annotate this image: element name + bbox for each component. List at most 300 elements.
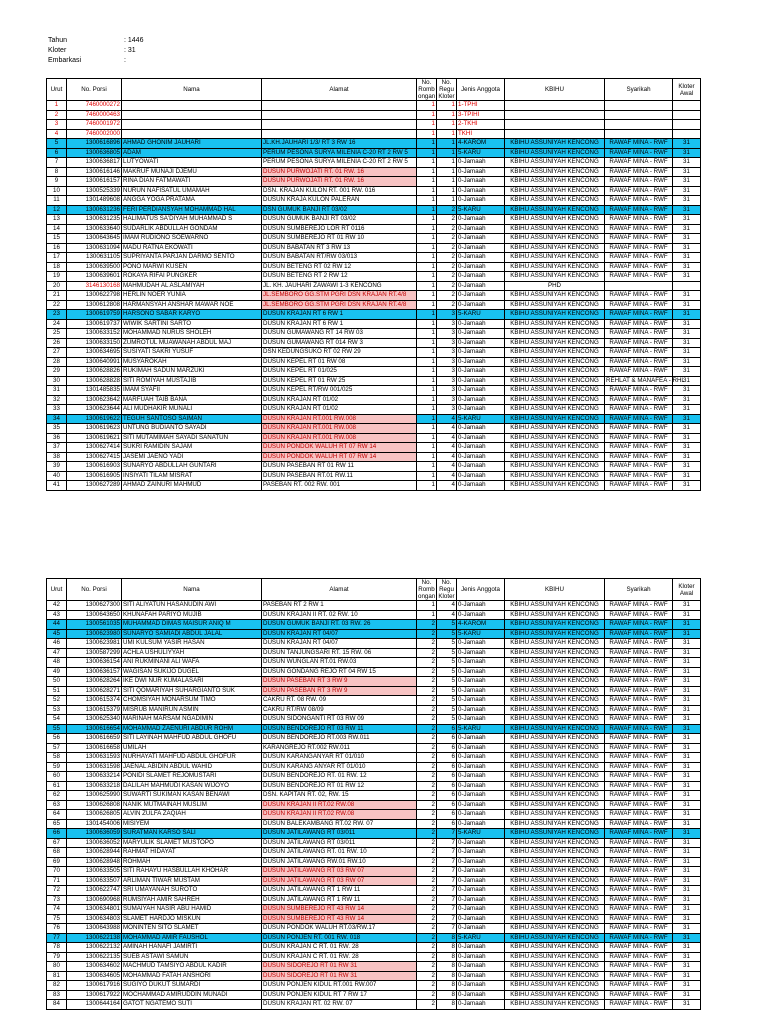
- cell-urut: 62: [47, 791, 67, 801]
- cell-rombongan: 2: [417, 933, 437, 943]
- cell-porsi: 1300615379: [67, 705, 122, 715]
- cell-kloter-awal: 31: [673, 895, 701, 905]
- cell-kbihu: KBIHU ASSUNIYAH KENCONG: [505, 715, 605, 725]
- table-row: [47, 990, 701, 1000]
- cell-urut: 6: [47, 148, 67, 158]
- table-body: [47, 601, 701, 1010]
- cell-kbihu: KBIHU ASSUNIYAH KENCONG: [505, 686, 605, 696]
- table-row: [47, 281, 701, 291]
- cell-rombongan: 2: [417, 677, 437, 687]
- cell-jenis-anggota: 0-Jamaah: [457, 943, 505, 953]
- cell-urut: 37: [47, 443, 67, 453]
- cell-syarikah: RAWAF MINA - RWF: [605, 167, 673, 177]
- cell-nama: SUEB ASTAWI SAMUN: [122, 952, 262, 962]
- cell-urut: 16: [47, 243, 67, 253]
- col-header: Alamat: [262, 579, 417, 601]
- cell-nama: NURHAYATI MAHFUD ABDUL GHOFUR: [122, 753, 262, 763]
- cell-kbihu: KBIHU ASSUNIYAH KENCONG: [505, 348, 605, 358]
- cell-kbihu: KBIHU ASSUNIYAH KENCONG: [505, 424, 605, 434]
- cell-kbihu: KBIHU ASSUNIYAH KENCONG: [505, 367, 605, 377]
- cell-jenis-anggota: 0-Jamaah: [457, 886, 505, 896]
- cell-syarikah: RAWAF MINA - RWF: [605, 677, 673, 687]
- cell-alamat: DUSUN BENDOREJO RT 01 RW 12: [262, 781, 417, 791]
- cell-kbihu: KBIHU ASSUNIYAH KENCONG: [505, 971, 605, 981]
- cell-rombongan: 2: [417, 876, 437, 886]
- cell-alamat: DUSUN JATILAWANG RT. 01 RW. 10: [262, 848, 417, 858]
- cell-jenis-anggota: 0-Jamaah: [457, 262, 505, 272]
- cell-regu: 2: [437, 272, 457, 282]
- table-row: [47, 686, 701, 696]
- cell-regu: 6: [437, 743, 457, 753]
- cell-nama: MISIYEM: [122, 819, 262, 829]
- cell-syarikah: RAWAF MINA - RWF: [605, 205, 673, 215]
- cell-kloter-awal: 31: [673, 262, 701, 272]
- cell-nama: SUSIYATI SAKRI YUSUF: [122, 348, 262, 358]
- cell-jenis-anggota: 0-Jamaah: [457, 433, 505, 443]
- table-row: [47, 620, 701, 630]
- cell-rombongan: 1: [417, 148, 437, 158]
- cell-nama: ZUMROTUL MUAWANAH ABDUL MAJ: [122, 338, 262, 348]
- cell-regu: 4: [437, 481, 457, 491]
- cell-rombongan: 2: [417, 810, 437, 820]
- cell-syarikah: RAWAF MINA - RWF: [605, 310, 673, 320]
- table-row: [47, 376, 701, 386]
- cell-urut: 8: [47, 167, 67, 177]
- cell-alamat: DUSUN WUNGLAN RT.01 RW.03: [262, 658, 417, 668]
- cell-syarikah: RAWAF MINA - RWF: [605, 462, 673, 472]
- cell-kbihu: KBIHU ASSUNIYAH KENCONG: [505, 234, 605, 244]
- cell-syarikah: RAWAF MINA - RWF: [605, 886, 673, 896]
- cell-alamat: DUSUN PASEBAN RT 3 RW 9: [262, 677, 417, 687]
- cell-kbihu: KBIHU ASSUNIYAH KENCONG: [505, 667, 605, 677]
- col-header: Jenis Anggota: [457, 79, 505, 101]
- cell-rombongan: 1: [417, 310, 437, 320]
- cell-rombongan: 2: [417, 743, 437, 753]
- cell-syarikah: RAWAF MINA - RWF: [605, 148, 673, 158]
- cell-syarikah: RAWAF MINA - RWF: [605, 338, 673, 348]
- cell-syarikah: RAWAF MINA - RWF: [605, 686, 673, 696]
- cell-rombongan: 2: [417, 952, 437, 962]
- cell-kbihu: KBIHU ASSUNIYAH KENCONG: [505, 648, 605, 658]
- cell-regu: 1: [437, 158, 457, 168]
- cell-regu: 3: [437, 348, 457, 358]
- cell-urut: 21: [47, 291, 67, 301]
- cell-rombongan: 2: [417, 981, 437, 991]
- cell-kloter-awal: 31: [673, 924, 701, 934]
- cell-jenis-anggota: 0-Jamaah: [457, 791, 505, 801]
- cell-jenis-anggota: 0-Jamaah: [457, 405, 505, 415]
- cell-nama: ACHLA USHULIYYAH: [122, 648, 262, 658]
- cell-syarikah: [605, 101, 673, 111]
- cell-jenis-anggota: 0-Jamaah: [457, 772, 505, 782]
- cell-porsi: 1300622798: [67, 291, 122, 301]
- cell-kbihu: KBIHU ASSUNIYAH KENCONG: [505, 481, 605, 491]
- table-row: [47, 234, 701, 244]
- cell-kloter-awal: 31: [673, 734, 701, 744]
- table-row: [47, 177, 701, 187]
- cell-regu: 6: [437, 734, 457, 744]
- cell-alamat: DUSUN GUMUK BANJI RT. 03 RW. 26: [262, 620, 417, 630]
- cell-regu: 3: [437, 395, 457, 405]
- cell-syarikah: RAWAF MINA - RWF: [605, 433, 673, 443]
- meta-value: : 31: [124, 47, 136, 54]
- col-header: Syarikah: [605, 579, 673, 601]
- cell-urut: 42: [47, 601, 67, 611]
- cell-alamat: DUSUN GUMAWANG RT 14 RW 03: [262, 329, 417, 339]
- cell-regu: 4: [437, 414, 457, 424]
- table-row: [47, 781, 701, 791]
- cell-nama: SLAMET HARDJO MISKUN: [122, 914, 262, 924]
- cell-syarikah: RAWAF MINA - RWF: [605, 857, 673, 867]
- cell-regu: 8: [437, 990, 457, 1000]
- cell-urut: 5: [47, 139, 67, 149]
- cell-regu: 3: [437, 386, 457, 396]
- cell-urut: 1: [47, 101, 67, 111]
- cell-regu: 6: [437, 810, 457, 820]
- cell-regu: 3: [437, 367, 457, 377]
- cell-nama: HARSONO SABAR KARYO: [122, 310, 262, 320]
- cell-nama: RUMSIYAH AMIR SAHREH: [122, 895, 262, 905]
- cell-syarikah: RAWAF MINA - RWF: [605, 962, 673, 972]
- cell-urut: 27: [47, 348, 67, 358]
- table-row: [47, 471, 701, 481]
- cell-urut: 51: [47, 686, 67, 696]
- cell-nama: ANGGA YOGA PRATAMA: [122, 196, 262, 206]
- table-row: [47, 791, 701, 801]
- cell-urut: 28: [47, 357, 67, 367]
- cell-kloter-awal: 31: [673, 338, 701, 348]
- cell-nama: SUNARYO SAMIADI ABDUL JALAL: [122, 629, 262, 639]
- cell-rombongan: 1: [417, 338, 437, 348]
- cell-regu: 5: [437, 696, 457, 706]
- cell-kloter-awal: 31: [673, 243, 701, 253]
- cell-syarikah: RAWAF MINA - RWF: [605, 724, 673, 734]
- cell-jenis-anggota: 5-KARU: [457, 829, 505, 839]
- cell-syarikah: RAWAF MINA - RWF: [605, 715, 673, 725]
- cell-jenis-anggota: 0-Jamaah: [457, 215, 505, 225]
- cell-alamat: DUSUN BETENG RT 2 RW 12: [262, 272, 417, 282]
- cell-jenis-anggota: 0-Jamaah: [457, 905, 505, 915]
- cell-syarikah: RAWAF MINA - RWF: [605, 667, 673, 677]
- cell-porsi: 1300627289: [67, 481, 122, 491]
- cell-kbihu: KBIHU ASSUNIYAH KENCONG: [505, 462, 605, 472]
- cell-kbihu: KBIHU ASSUNIYAH KENCONG: [505, 167, 605, 177]
- cell-rombongan: 1: [417, 281, 437, 291]
- table-row: [47, 167, 701, 177]
- cell-jenis-anggota: 0-Jamaah: [457, 338, 505, 348]
- cell-urut: 73: [47, 895, 67, 905]
- cell-regu: 7: [437, 838, 457, 848]
- cell-syarikah: RAWAF MINA - RWF: [605, 952, 673, 962]
- cell-jenis-anggota: 5-KARU: [457, 629, 505, 639]
- cell-kloter-awal: 31: [673, 300, 701, 310]
- cell-porsi: 1300633218: [67, 781, 122, 791]
- cell-kloter-awal: 31: [673, 291, 701, 301]
- cell-nama: SITI MUTAMIMAH SAYADI SANATUN: [122, 433, 262, 443]
- cell-kbihu: KBIHU ASSUNIYAH KENCONG: [505, 414, 605, 424]
- cell-kbihu: KBIHU ASSUNIYAH KENCONG: [505, 186, 605, 196]
- cell-regu: 1: [437, 186, 457, 196]
- cell-syarikah: RAWAF MINA - RWF: [605, 414, 673, 424]
- cell-urut: 66: [47, 829, 67, 839]
- table-row: [47, 1000, 701, 1010]
- cell-rombongan: 1: [417, 120, 437, 130]
- cell-alamat: DUSUN PONJEN KIDUL RT 7 RW 17: [262, 990, 417, 1000]
- cell-urut: 2: [47, 110, 67, 120]
- cell-alamat: DUSUN KRAJAN RT 01/02: [262, 395, 417, 405]
- cell-kbihu: KBIHU ASSUNIYAH KENCONG: [505, 819, 605, 829]
- cell-alamat: DUSUN BENDOREJO RT 03 RW 11: [262, 724, 417, 734]
- cell-syarikah: RAWAF MINA - RWF: [605, 424, 673, 434]
- cell-regu: 5: [437, 705, 457, 715]
- cell-rombongan: 2: [417, 895, 437, 905]
- cell-regu: 5: [437, 629, 457, 639]
- cell-syarikah: RAWAF MINA - RWF: [605, 658, 673, 668]
- cell-porsi: 1300622132: [67, 943, 122, 953]
- cell-porsi: 1300639500: [67, 262, 122, 272]
- cell-syarikah: RAWAF MINA - RWF: [605, 601, 673, 611]
- cell-regu: 2: [437, 300, 457, 310]
- cell-rombongan: 1: [417, 319, 437, 329]
- cell-urut: 25: [47, 329, 67, 339]
- cell-kbihu: KBIHU ASSUNIYAH KENCONG: [505, 696, 605, 706]
- cell-alamat: DUSUN KEPEL RT 01/025: [262, 367, 417, 377]
- cell-syarikah: RAWAF MINA - RWF: [605, 224, 673, 234]
- cell-nama: HERLIN NOER YUNIA: [122, 291, 262, 301]
- cell-alamat: DUSUN SUMBEREJO RT 01 RW 10: [262, 234, 417, 244]
- table-row: [47, 772, 701, 782]
- cell-jenis-anggota: 0-Jamaah: [457, 639, 505, 649]
- cell-kloter-awal: 31: [673, 186, 701, 196]
- cell-nama: DALILAH MAHMUDI KASAN WIJOYO: [122, 781, 262, 791]
- cell-rombongan: 2: [417, 629, 437, 639]
- meta-row-kloter: [48, 46, 184, 56]
- cell-rombongan: 1: [417, 158, 437, 168]
- cell-jenis-anggota: 0-Jamaah: [457, 196, 505, 206]
- cell-kbihu: KBIHU ASSUNIYAH KENCONG: [505, 433, 605, 443]
- cell-alamat: DUSUN KEPEL RT 01 RW 08: [262, 357, 417, 367]
- cell-nama: TEGUH SANTOSO SAIMAN: [122, 414, 262, 424]
- cell-regu: 4: [437, 424, 457, 434]
- cell-kbihu: KBIHU ASSUNIYAH KENCONG: [505, 148, 605, 158]
- cell-kbihu: KBIHU ASSUNIYAH KENCONG: [505, 262, 605, 272]
- cell-regu: 5: [437, 648, 457, 658]
- cell-porsi: 1300636052: [67, 838, 122, 848]
- cell-nama: RAHMAT HIDAYAT: [122, 848, 262, 858]
- col-header: No. Porsi: [67, 79, 122, 101]
- cell-kloter-awal: 31: [673, 158, 701, 168]
- cell-kbihu: KBIHU ASSUNIYAH KENCONG: [505, 376, 605, 386]
- cell-rombongan: 2: [417, 819, 437, 829]
- cell-kloter-awal: 31: [673, 952, 701, 962]
- cell-jenis-anggota: 0-Jamaah: [457, 800, 505, 810]
- cell-urut: 12: [47, 205, 67, 215]
- cell-jenis-anggota: 0-Jamaah: [457, 705, 505, 715]
- cell-kloter-awal: 31: [673, 800, 701, 810]
- cell-porsi: 1300633640: [67, 224, 122, 234]
- cell-kbihu: PHD: [505, 281, 605, 291]
- cell-alamat: DUSUN PONDOK WALUH RT.03/RW.17: [262, 924, 417, 934]
- cell-syarikah: RAWAF MINA - RWF: [605, 876, 673, 886]
- cell-jenis-anggota: 0-Jamaah: [457, 376, 505, 386]
- cell-jenis-anggota: 0-Jamaah: [457, 452, 505, 462]
- cell-kbihu: KBIHU ASSUNIYAH KENCONG: [505, 620, 605, 630]
- cell-porsi: 1300634602: [67, 962, 122, 972]
- table-row: [47, 629, 701, 639]
- cell-kloter-awal: 31: [673, 791, 701, 801]
- cell-urut: 13: [47, 215, 67, 225]
- cell-syarikah: RAWAF MINA - RWF: [605, 705, 673, 715]
- cell-syarikah: RAWAF MINA - RWF: [605, 452, 673, 462]
- cell-kloter-awal: 31: [673, 772, 701, 782]
- table-body: [47, 101, 701, 491]
- cell-rombongan: 2: [417, 990, 437, 1000]
- cell-alamat: DUSUN KRAJAN II RT.02 RW.08: [262, 810, 417, 820]
- cell-jenis-anggota: 0-Jamaah: [457, 610, 505, 620]
- cell-porsi: 1300644164: [67, 1000, 122, 1010]
- cell-regu: 5: [437, 677, 457, 687]
- cell-regu: 7: [437, 886, 457, 896]
- cell-regu: 4: [437, 452, 457, 462]
- cell-porsi: 1300690968: [67, 895, 122, 905]
- cell-kbihu: KBIHU ASSUNIYAH KENCONG: [505, 962, 605, 972]
- cell-urut: 19: [47, 272, 67, 282]
- cell-kloter-awal: 31: [673, 376, 701, 386]
- cell-kloter-awal: 31: [673, 715, 701, 725]
- cell-regu: 7: [437, 914, 457, 924]
- cell-kbihu: KBIHU ASSUNIYAH KENCONG: [505, 452, 605, 462]
- cell-jenis-anggota: 0-Jamaah: [457, 224, 505, 234]
- cell-nama: ARLIMAN TIWAR MUSTAM: [122, 876, 262, 886]
- cell-regu: 1: [437, 129, 457, 139]
- cell-syarikah: RAWAF MINA - RWF: [605, 158, 673, 168]
- cell-porsi: 1300627414: [67, 443, 122, 453]
- cell-nama: [122, 129, 262, 139]
- cell-alamat: DSN GUMUK BANJI RT 03/02: [262, 205, 417, 215]
- cell-rombongan: 1: [417, 291, 437, 301]
- cell-syarikah: RAWAF MINA - RWF: [605, 139, 673, 149]
- cell-nama: MARFUAH TAIB BANA: [122, 395, 262, 405]
- cell-porsi: 1300525339: [67, 186, 122, 196]
- cell-nama: RUKIMAH SADUN MARZUKI: [122, 367, 262, 377]
- table-row: [47, 819, 701, 829]
- cell-regu: 6: [437, 800, 457, 810]
- cell-syarikah: RAWAF MINA - RWF: [605, 186, 673, 196]
- cell-urut: 58: [47, 753, 67, 763]
- cell-rombongan: 1: [417, 253, 437, 263]
- cell-jenis-anggota: 1-TPHI: [457, 101, 505, 111]
- cell-nama: SUNARYO ABDULLAH GUNTARI: [122, 462, 262, 472]
- table-row: [47, 129, 701, 139]
- cell-alamat: DUSUN PURWOJATI RT. 01 RW. 16: [262, 167, 417, 177]
- cell-syarikah: [605, 281, 673, 291]
- cell-nama: SITI RAHAYU HASBULLAH KHOHAR: [122, 867, 262, 877]
- cell-kloter-awal: 31: [673, 462, 701, 472]
- cell-kloter-awal: 31: [673, 620, 701, 630]
- col-header: No. Regu Kloter: [438, 79, 455, 100]
- cell-nama: PONO MARWI KUSEN: [122, 262, 262, 272]
- cell-porsi: 1300623644: [67, 405, 122, 415]
- table-row: [47, 110, 701, 120]
- cell-jenis-anggota: 0-Jamaah: [457, 386, 505, 396]
- cell-kbihu: KBIHU ASSUNIYAH KENCONG: [505, 781, 605, 791]
- cell-porsi: 1300636805: [67, 148, 122, 158]
- cell-rombongan: 2: [417, 848, 437, 858]
- cell-kbihu: [505, 120, 605, 130]
- cell-regu: 1: [437, 120, 457, 130]
- cell-rombongan: 2: [417, 886, 437, 896]
- meta-key: Kloter: [48, 47, 67, 54]
- table-row: [47, 462, 701, 472]
- cell-alamat: DUSUN JATILAWANG RT 1 RW 11: [262, 886, 417, 896]
- cell-porsi: 1300631235: [67, 215, 122, 225]
- cell-rombongan: 1: [417, 272, 437, 282]
- cell-kloter-awal: 31: [673, 724, 701, 734]
- cell-regu: 6: [437, 762, 457, 772]
- cell-jenis-anggota: 0-Jamaah: [457, 696, 505, 706]
- cell-nama: GATOT NGATEMO SUTI: [122, 1000, 262, 1010]
- cell-rombongan: 1: [417, 376, 437, 386]
- cell-syarikah: RAWAF MINA - RWF: [605, 481, 673, 491]
- cell-alamat: DUSUN SIDOREJO RT 01 RW 31: [262, 962, 417, 972]
- cell-jenis-anggota: 0-Jamaah: [457, 924, 505, 934]
- meta-row-tahun: [48, 36, 184, 46]
- table-row: [47, 705, 701, 715]
- cell-regu: 8: [437, 962, 457, 972]
- cell-jenis-anggota: 0-Jamaah: [457, 781, 505, 791]
- cell-jenis-anggota: 0-Jamaah: [457, 990, 505, 1000]
- cell-porsi: 1300619621: [67, 433, 122, 443]
- cell-jenis-anggota: 0-Jamaah: [457, 424, 505, 434]
- cell-syarikah: RAWAF MINA - RWF: [605, 1000, 673, 1010]
- cell-kloter-awal: 31: [673, 234, 701, 244]
- cell-kloter-awal: 31: [673, 686, 701, 696]
- cell-alamat: DUSUN KEPEL RT/RW 001/025: [262, 386, 417, 396]
- cell-nama: SUKRI RAMIDIN SAJAM: [122, 443, 262, 453]
- cell-porsi: 1300631598: [67, 762, 122, 772]
- cell-urut: 74: [47, 905, 67, 915]
- cell-syarikah: RAWAF MINA - RWF: [605, 648, 673, 658]
- cell-syarikah: RAWAF MINA - RWF: [605, 933, 673, 943]
- cell-nama: ADAM: [122, 148, 262, 158]
- cell-regu: 4: [437, 433, 457, 443]
- cell-alamat: DUSUN KRAJA KULON PALERAN: [262, 196, 417, 206]
- table-row: [47, 601, 701, 611]
- cell-urut: 45: [47, 629, 67, 639]
- cell-porsi: 1300628944: [67, 848, 122, 858]
- cell-kbihu: KBIHU ASSUNIYAH KENCONG: [505, 762, 605, 772]
- cell-nama: RINA DIAN FATMAWATI: [122, 177, 262, 187]
- cell-jenis-anggota: 0-Jamaah: [457, 838, 505, 848]
- cell-jenis-anggota: 0-Jamaah: [457, 253, 505, 263]
- cell-syarikah: RAWAF MINA - RWF: [605, 838, 673, 848]
- cell-rombongan: 2: [417, 734, 437, 744]
- cell-urut: 79: [47, 952, 67, 962]
- cell-jenis-anggota: 2-TKHI: [457, 120, 505, 130]
- cell-urut: 9: [47, 177, 67, 187]
- cell-jenis-anggota: 0-Jamaah: [457, 243, 505, 253]
- cell-kbihu: KBIHU ASSUNIYAH KENCONG: [505, 876, 605, 886]
- cell-porsi: 1300616903: [67, 462, 122, 472]
- cell-alamat: CAKRU RT. 08 RW. 09: [262, 696, 417, 706]
- cell-alamat: DUSUN SUMBEREJO RT 43 RW 14: [262, 914, 417, 924]
- cell-porsi: 1300622138: [67, 933, 122, 943]
- cell-porsi: 1300628826: [67, 367, 122, 377]
- col-header: No. Regu Kloter: [438, 579, 455, 600]
- cell-porsi: 1300636817: [67, 158, 122, 168]
- cell-kbihu: KBIHU ASSUNIYAH KENCONG: [505, 952, 605, 962]
- cell-porsi: 1300623642: [67, 395, 122, 405]
